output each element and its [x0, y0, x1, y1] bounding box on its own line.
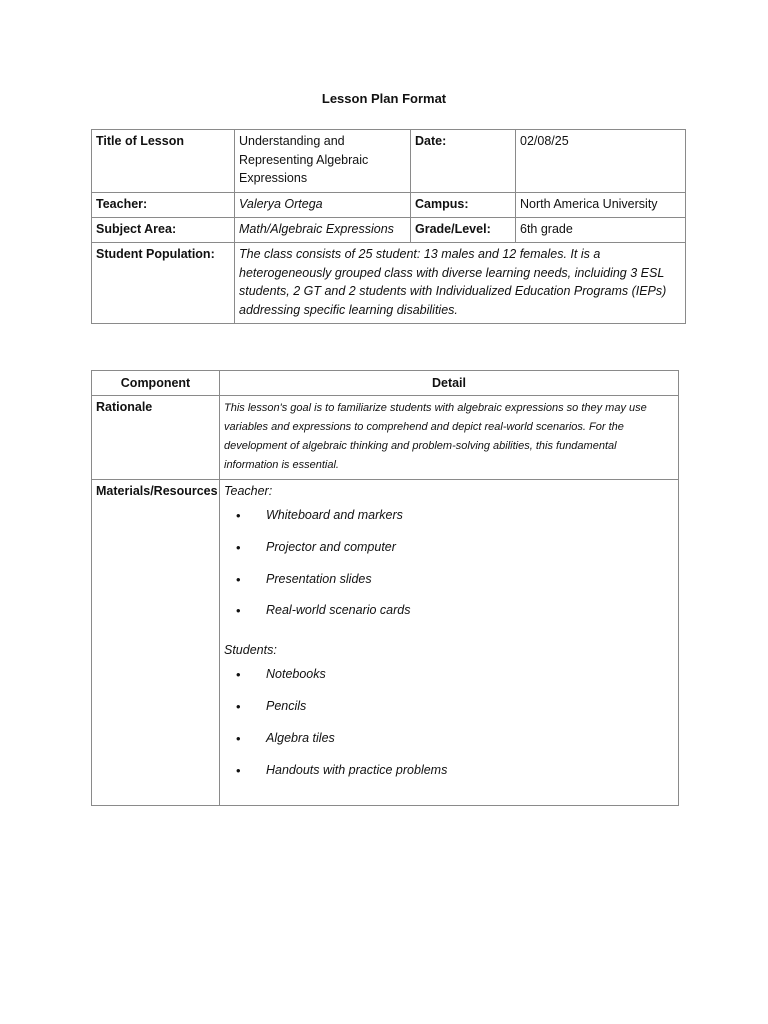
title-label: Title of Lesson	[92, 130, 235, 193]
table-row	[92, 130, 686, 193]
table-row	[92, 396, 679, 480]
list-item	[224, 730, 674, 762]
subject-value: Math/Algebraic Expressions	[235, 218, 411, 243]
title-value: Understanding and Representing Algebraic Expressions	[235, 130, 411, 193]
component-header: Component	[92, 371, 220, 396]
table-row	[92, 193, 686, 218]
date-label: Date:	[411, 130, 516, 193]
campus-label: Campus:	[411, 193, 516, 218]
bullet-icon: •	[236, 571, 241, 587]
population-value: The class consists of 25 student: 13 males and 12 females. It is a heterogeneously grouped class with diverse learning needs, incluiding 3 ESL students, 2 GT and 2 students with Individualized Education Programs (IEPs) addressing specific learning disabilities.	[235, 243, 686, 324]
bullet-icon: •	[236, 508, 241, 523]
list-item-text: Real-world scenario cards	[266, 603, 411, 618]
table-row	[92, 243, 686, 324]
list-item-text: Whiteboard and markers	[266, 508, 403, 522]
grade-value: 6th grade	[516, 218, 686, 243]
list-item-text: Algebra tiles	[266, 730, 335, 745]
list-item-text: Handouts with practice problems	[266, 762, 448, 777]
detail-header: Detail	[220, 371, 679, 396]
table-row	[92, 480, 679, 806]
teacher-value: Valerya Ortega	[235, 193, 411, 218]
student-materials-list	[224, 666, 674, 793]
materials-label: Materials/Resources	[92, 480, 220, 806]
campus-value: North America University	[516, 193, 686, 218]
lesson-info-table	[91, 129, 686, 324]
rationale-text: This lesson's goal is to familiarize students with algebraic expressions so they may use variables and expressions to comprehend and depict real-world scenarios. For the development of algebraic thinking and problem-solving abilities, this fundamental information is essential.	[224, 402, 647, 471]
bullet-icon: •	[236, 603, 241, 619]
materials-cell	[220, 480, 679, 806]
teacher-materials-heading: Teacher:	[224, 484, 273, 498]
subject-label: Subject Area:	[92, 218, 235, 243]
list-item-text: Pencils	[266, 698, 307, 713]
student-materials-heading: Students:	[224, 643, 277, 658]
bullet-icon: •	[236, 539, 241, 555]
bullet-icon: •	[236, 667, 241, 683]
list-item	[224, 571, 674, 603]
list-item-text: Notebooks	[266, 667, 326, 682]
list-item	[224, 762, 674, 794]
grade-label: Grade/Level:	[411, 218, 516, 243]
list-item	[224, 698, 674, 730]
table-header-row	[92, 371, 679, 396]
bullet-icon: •	[236, 698, 241, 714]
table-row	[92, 218, 686, 243]
population-label: Student Population:	[92, 243, 235, 324]
list-item-text: Presentation slides	[266, 571, 372, 586]
list-item	[224, 666, 674, 698]
list-item	[224, 539, 674, 571]
rationale-cell	[220, 396, 679, 480]
teacher-materials-list	[224, 507, 674, 634]
page-title: Lesson Plan Format	[321, 91, 447, 106]
bullet-icon: •	[236, 762, 241, 778]
list-item-text: Projector and computer	[266, 539, 396, 554]
list-item	[224, 507, 674, 539]
list-item	[224, 602, 674, 634]
teacher-label: Teacher:	[92, 193, 235, 218]
date-value: 02/08/25	[516, 130, 686, 193]
bullet-icon: •	[236, 730, 241, 746]
lesson-detail-table	[91, 370, 679, 806]
rationale-label: Rationale	[92, 396, 220, 480]
